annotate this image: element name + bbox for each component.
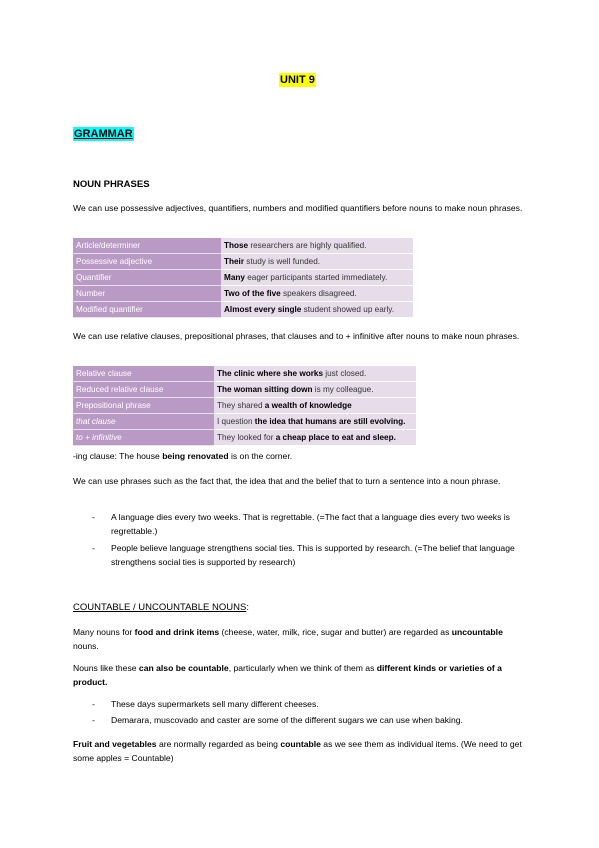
heading-colon: :	[246, 602, 249, 613]
text-run: Nouns like these	[73, 663, 139, 673]
row-example	[221, 286, 413, 302]
example-bold: Many	[224, 273, 245, 282]
text-run: (cheese, water, milk, rice, sugar and butter) are regarded as	[219, 627, 452, 637]
table-row	[73, 430, 416, 446]
unit-title: UNIT 9	[280, 74, 315, 86]
text-run-bold: different kinds or varieties of a product.	[73, 663, 502, 687]
example-bold: The clinic where she works	[217, 369, 324, 378]
table-row	[73, 286, 413, 302]
example-text: They shared	[217, 401, 265, 410]
postmodifier-table	[73, 366, 416, 446]
text-run: , particularly when we think of them as	[228, 663, 377, 673]
example-bold: the idea that humans are still evolving.	[254, 417, 406, 426]
bullet-dash: -	[92, 699, 95, 709]
example-text: researchers are highly qualified.	[248, 241, 367, 250]
list-item	[92, 511, 532, 539]
list-item-text: These days supermarkets sell many different cheeses.	[111, 699, 319, 709]
countable-heading-text: COUNTABLE / UNCOUNTABLE NOUNS	[73, 602, 247, 613]
phrases-intro: We can use phrases such as the fact that, the idea that and the belief that to turn a sentence into a noun phrase.	[73, 476, 501, 486]
row-label: Relative clause	[73, 366, 214, 382]
row-example	[214, 382, 416, 398]
list-item	[92, 714, 532, 728]
text-run: nouns.	[73, 640, 99, 651]
row-example	[221, 254, 413, 270]
table-row	[73, 414, 416, 430]
table-row	[73, 238, 413, 254]
noun-phrases-intro-2: We can use relative clauses, prepositional phrases, that clauses and to + infinitive after nouns to make noun phrases.	[73, 331, 520, 341]
row-label: Reduced relative clause	[73, 382, 214, 398]
text-run: Many nouns for	[73, 627, 135, 637]
text-run-bold: countable	[280, 739, 321, 749]
text-run-bold: uncountable	[451, 627, 503, 637]
row-example	[214, 414, 416, 430]
row-label: Article/determiner	[73, 238, 221, 254]
text-run-bold: can also be countable	[138, 663, 229, 673]
example-text: is my colleague.	[312, 385, 374, 394]
table-row	[73, 366, 416, 382]
text-run-bold: food and drink items	[134, 627, 220, 637]
example-bold: Two of the five	[224, 289, 281, 298]
countable-paragraph-3	[73, 738, 528, 765]
text-run: are normally regarded as being	[156, 739, 281, 749]
list-item-text: Demarara, muscovado and caster are some of the different sugars we can use when baking.	[111, 715, 463, 725]
row-label: Possessive adjective	[73, 254, 221, 270]
row-label: Quantifier	[73, 270, 221, 286]
table-row	[73, 398, 416, 414]
ing-clause-text-end: is on the corner.	[228, 451, 293, 461]
list-item-text: A language dies every two weeks. That is regrettable. (=The fact that a language dies every two weeks is regrettable.)	[111, 512, 510, 536]
row-label: Prepositional phrase	[73, 398, 214, 414]
table-row	[73, 270, 413, 286]
example-bold: The woman sitting down	[217, 385, 313, 394]
ing-clause-line	[73, 450, 528, 464]
example-bold: Their	[224, 257, 245, 266]
table-row	[73, 302, 413, 318]
countable-heading	[73, 602, 249, 613]
example-text: eager participants started immediately.	[244, 273, 388, 282]
example-text: I question	[217, 417, 255, 426]
example-text: speakers disagreed.	[280, 289, 357, 298]
list-item	[92, 542, 532, 570]
section-title: GRAMMAR	[74, 128, 133, 140]
row-example	[221, 270, 413, 286]
row-example	[214, 398, 416, 414]
bullet-dash: -	[92, 715, 95, 725]
list-item-text: People believe language strengthens social ties. This is supported by research. (=The belief that language strengthens social ties is supported by research)	[111, 543, 515, 567]
list-item	[92, 698, 532, 712]
example-text: They looked for	[217, 433, 276, 442]
table-row	[73, 382, 416, 398]
row-label: that clause	[73, 414, 214, 430]
row-example	[221, 238, 413, 254]
example-bold: Those	[224, 241, 249, 250]
bullet-dash: -	[92, 543, 95, 553]
row-example	[221, 302, 413, 318]
noun-phrases-heading: NOUN PHRASES	[73, 179, 150, 190]
ing-clause-text: -ing clause: The house	[73, 451, 163, 461]
table-row	[73, 254, 413, 270]
text-run-bold: Fruit and vegetables	[73, 739, 157, 749]
text-run: as we see them as individual items. (We need to get some apples = Countable)	[73, 739, 522, 763]
ing-clause-bold: being renovated	[162, 451, 229, 461]
example-bold: a wealth of knowledge	[264, 401, 352, 410]
row-label: to + infinitive	[73, 430, 214, 446]
noun-phrases-intro: We can use possessive adjectives, quantifiers, numbers and modified quantifiers before nouns to make noun phrases.	[73, 203, 523, 213]
example-text: study is well funded.	[244, 257, 321, 266]
row-example	[214, 366, 416, 382]
row-example	[214, 430, 416, 446]
example-bold: a cheap place to eat and sleep.	[275, 433, 396, 442]
example-bold: Almost every single	[224, 305, 302, 314]
determiner-table	[73, 238, 413, 318]
row-label: Number	[73, 286, 221, 302]
example-text: just closed.	[323, 369, 367, 378]
row-label: Modified quantifier	[73, 302, 221, 318]
bullet-dash: -	[92, 512, 95, 522]
countable-paragraph-1	[73, 626, 528, 653]
example-text: student showed up early.	[301, 305, 395, 314]
countable-paragraph-2	[73, 662, 528, 689]
